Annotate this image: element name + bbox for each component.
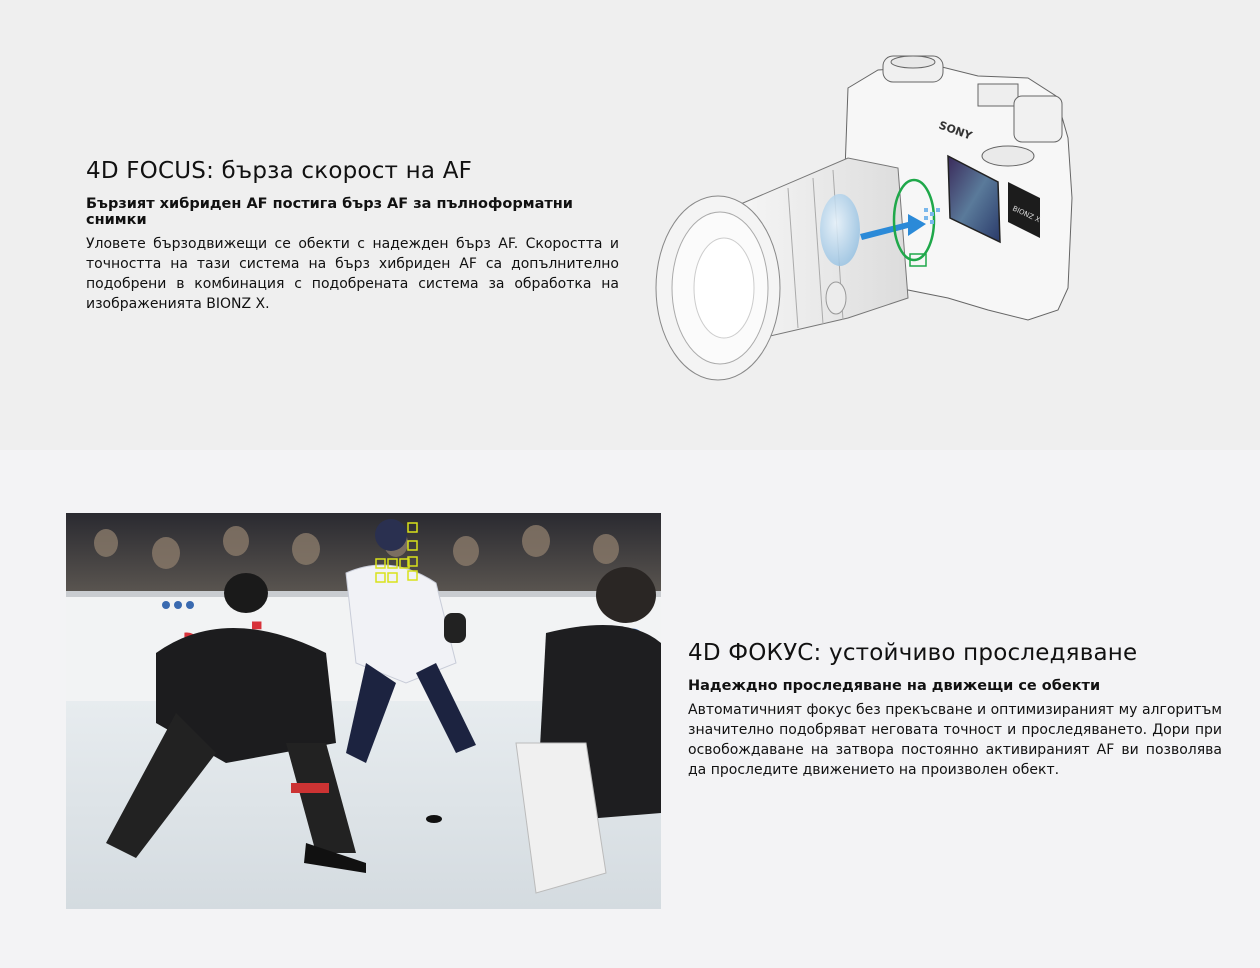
brand-label: SONY xyxy=(936,118,974,143)
board-ad-dots xyxy=(162,601,194,609)
processor-label: BIONZ X xyxy=(1011,204,1042,225)
af-speed-body: Уловете бързодвижещи се обекти с надежден бърз AF. Скоростта и точността на тази система на бърз хибриден AF са допълнително подобрени в комбинация с подобрената система за обработка на изображенията BIONZ X. xyxy=(86,236,619,312)
camera-illustration-svg xyxy=(648,48,1080,388)
hockey-action-photo xyxy=(66,513,661,909)
lens-barrel xyxy=(656,158,908,380)
af-speed-title: 4D FOCUS: бърза скорост на AF xyxy=(86,158,473,184)
camera-cutaway-illustration xyxy=(648,48,1080,388)
af-tracking-body: Автоматичният фокус без прекъсване и оптимизираният му алгоритъм значително подобряват неговата точност и проследяването. Дори при освобождаване на затвора постоянно активираният AF ви позволява да проследите движението на произволен обект. xyxy=(688,702,1222,778)
af-tracking-text xyxy=(688,640,1222,780)
puck xyxy=(426,815,442,823)
af-speed-text xyxy=(86,158,619,314)
hockey-photo-svg xyxy=(66,513,661,909)
af-tracking-subtitle: Надеждно проследяване на движещи се обекти xyxy=(688,678,1101,694)
af-tracking-title: 4D ФОКУС: устойчиво проследяване xyxy=(688,640,1138,666)
lens-element xyxy=(820,194,860,266)
af-speed-subtitle: Бързият хибриден AF постига бърз AF за пълноформатни снимки xyxy=(86,196,573,228)
